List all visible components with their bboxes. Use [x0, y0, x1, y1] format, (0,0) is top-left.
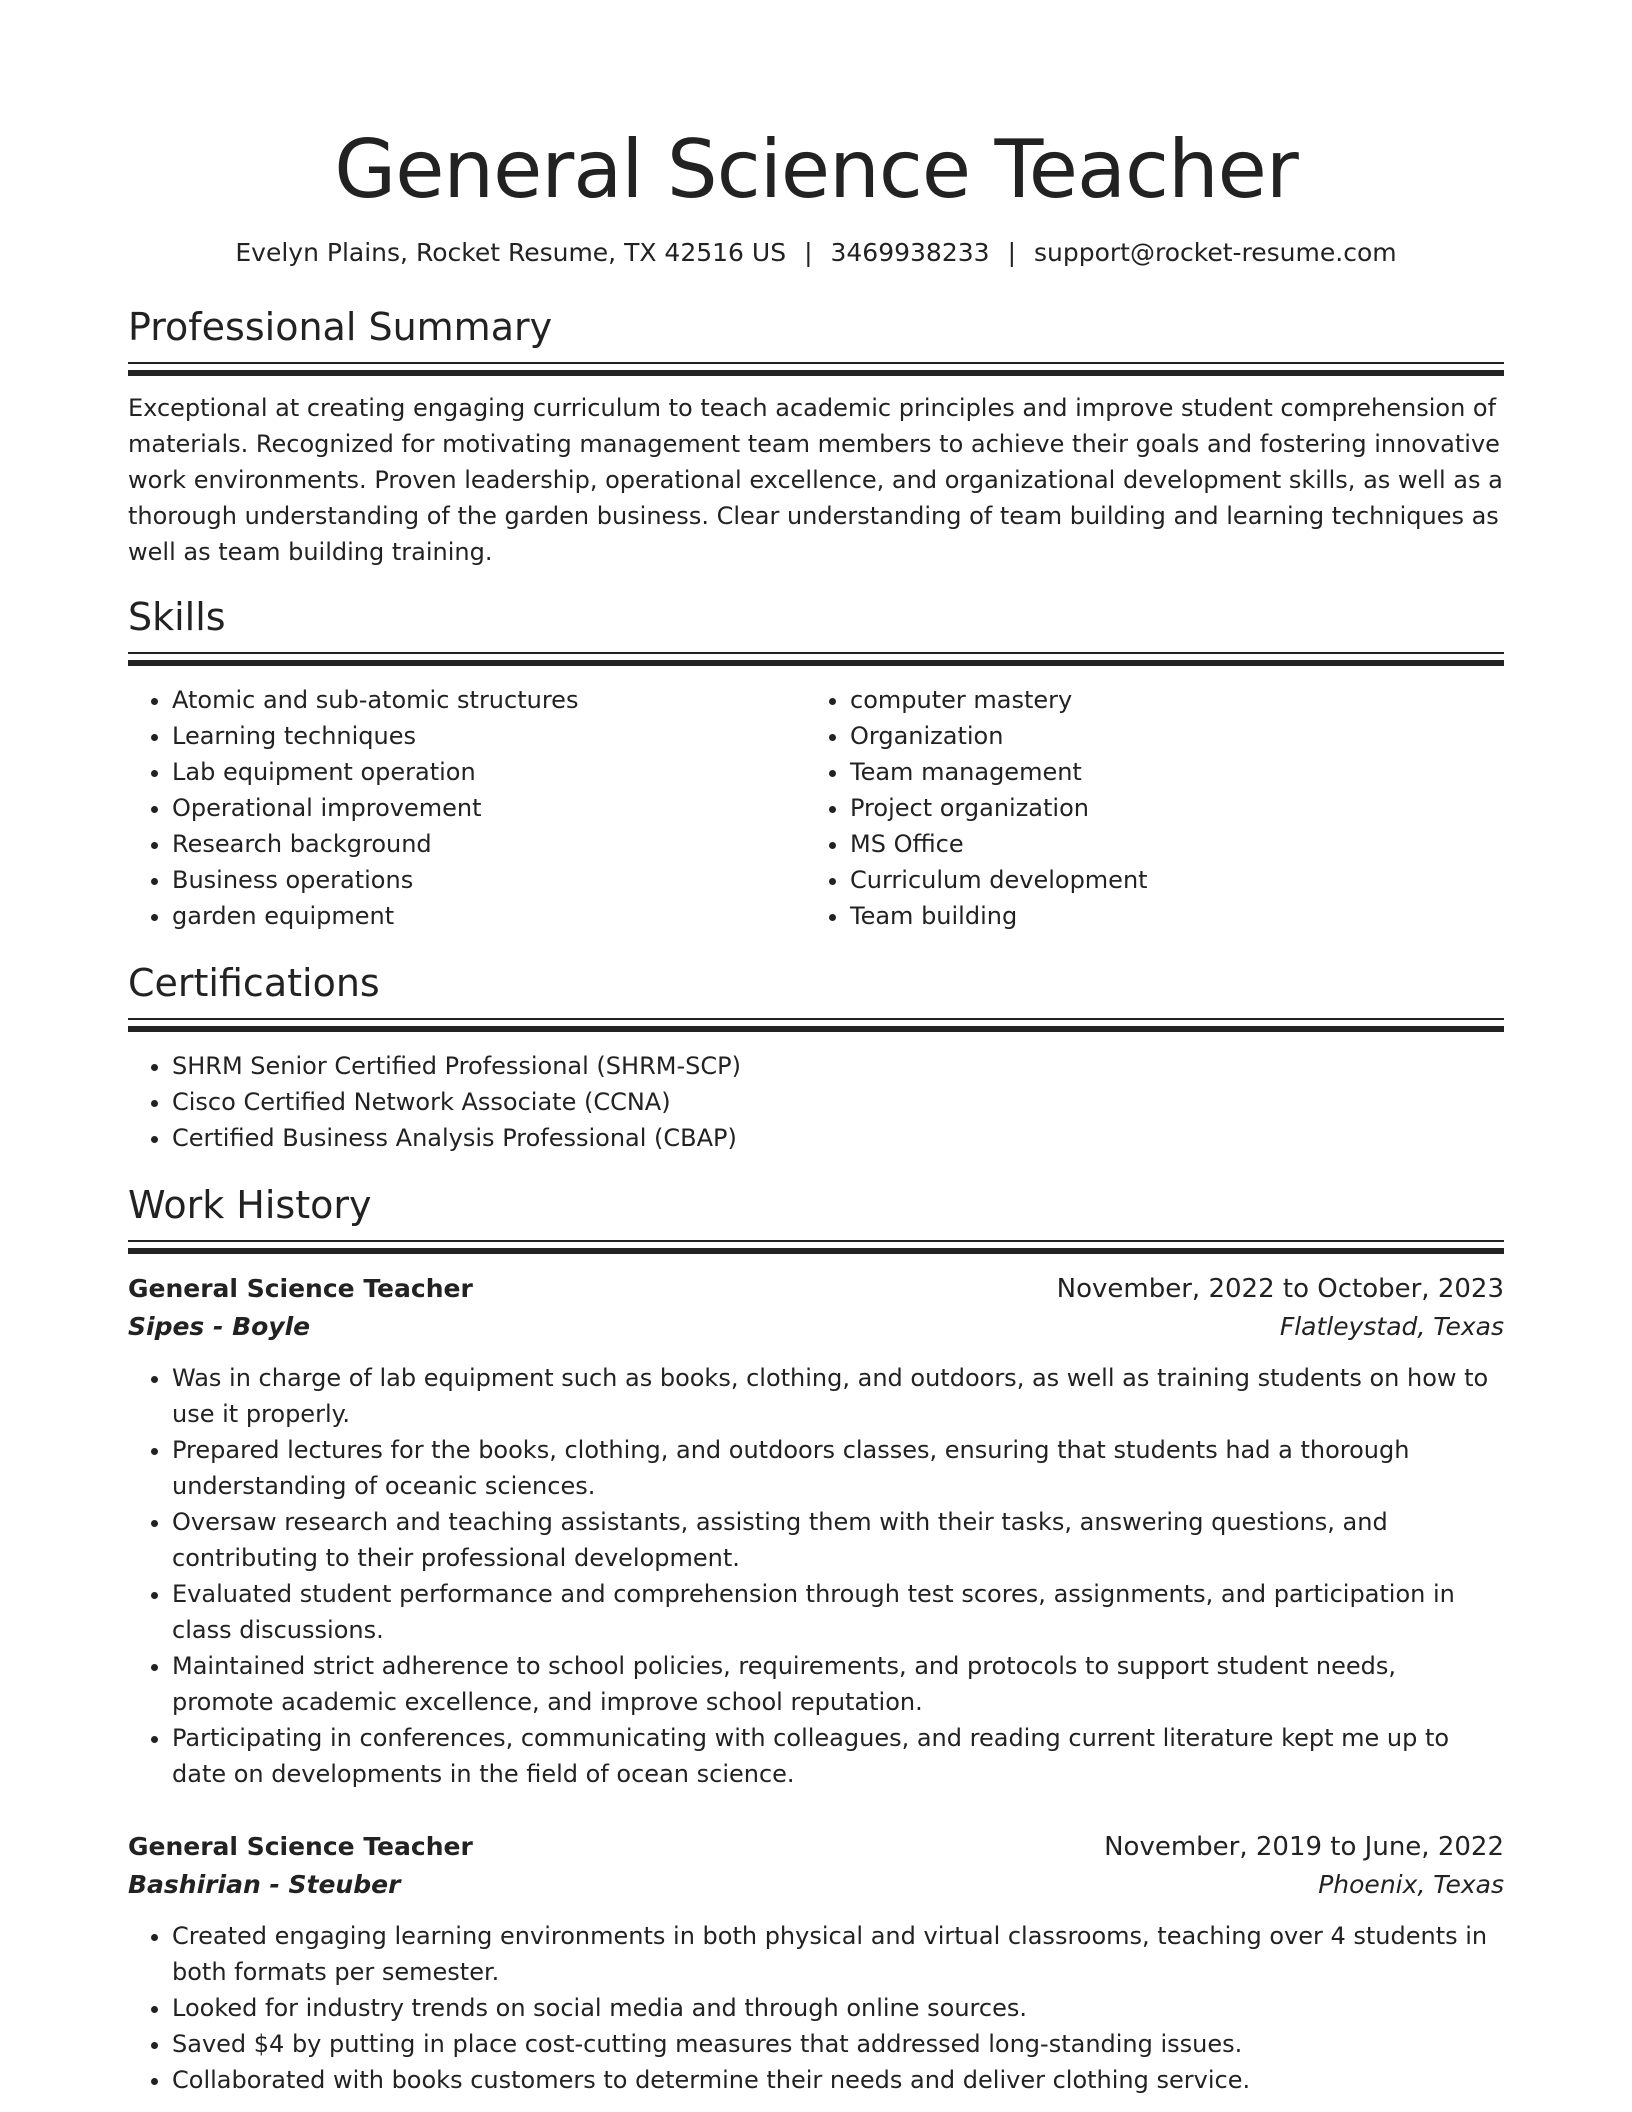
job-title: General Science Teacher	[128, 1832, 473, 1861]
job-bullets	[128, 1360, 1504, 1792]
job-title: General Science Teacher	[128, 1274, 473, 1303]
summary-heading: Professional Summary	[128, 305, 553, 349]
contact-line	[128, 236, 1504, 270]
section-divider	[128, 370, 1504, 376]
section-divider	[128, 1026, 1504, 1032]
skills-list-right	[806, 682, 1484, 934]
job-bullet: • Oversaw research and teaching assistants, assisting them with their tasks, answering questions, and contributing to their professional development.	[172, 1504, 1504, 1576]
skill-item: • Team building	[850, 898, 1484, 934]
skill-item: • Team management	[850, 754, 1484, 790]
summary-section	[128, 304, 1504, 570]
certifications-section	[128, 960, 1504, 1156]
skills-grid	[128, 682, 1504, 934]
section-divider	[128, 1248, 1504, 1254]
skill-item: • garden equipment	[172, 898, 806, 934]
job-header	[128, 1828, 1504, 1866]
contact-phone: 3469938233	[830, 238, 990, 267]
job-company: Sipes - Boyle	[128, 1312, 311, 1341]
skill-item: • Project organization	[850, 790, 1484, 826]
certifications-heading: Certifications	[128, 961, 380, 1005]
certifications-list	[128, 1048, 1504, 1156]
skill-item: • Business operations	[172, 862, 806, 898]
job-bullet: • Created engaging learning environments in both physical and virtual classrooms, teaching over 4 students in both formats per semester.	[172, 1918, 1504, 1990]
skill-item: • MS Office	[850, 826, 1484, 862]
job-bullets	[128, 1918, 1504, 2098]
contact-separator: |	[804, 238, 813, 267]
job-location: Phoenix, Texas	[1318, 1870, 1504, 1899]
certification-item: • SHRM Senior Certified Professional (SHRM-SCP)	[172, 1048, 1504, 1084]
contact-separator: |	[1007, 238, 1016, 267]
summary-text: Exceptional at creating engaging curriculum to teach academic principles and improve student comprehension of materials. Recognized for motivating management team members to achieve their goals and fostering innovative work environments. Proven leadership, operational excellence, and organizational development skills, as well as a thorough understanding of the garden business. Clear understanding of team building and learning techniques as well as team building training.	[128, 394, 1503, 566]
job-bullet: • Was in charge of lab equipment such as books, clothing, and outdoors, as well as training students on how to use it properly.	[172, 1360, 1504, 1432]
job-dates: November, 2022 to October, 2023	[1056, 1274, 1504, 1304]
section-divider	[128, 660, 1504, 666]
skill-item: • computer mastery	[850, 682, 1484, 718]
skill-item: • Learning techniques	[172, 718, 806, 754]
resume-content	[128, 118, 1504, 2098]
job-dates: November, 2019 to June, 2022	[1104, 1832, 1504, 1862]
job-bullet: • Saved $4 by putting in place cost-cutting measures that addressed long-standing issues.	[172, 2026, 1504, 2062]
skill-item: • Operational improvement	[172, 790, 806, 826]
skills-heading: Skills	[128, 595, 226, 639]
job-bullet: • Looked for industry trends on social media and through online sources.	[172, 1990, 1504, 2026]
resume-title: General Science Teacher	[334, 123, 1298, 216]
section-divider	[128, 1240, 1504, 1242]
section-divider	[128, 362, 1504, 364]
skills-list-left	[128, 682, 806, 934]
job-company: Bashirian - Steuber	[128, 1870, 401, 1899]
skill-item: • Organization	[850, 718, 1484, 754]
job-bullet: • Collaborated with books customers to determine their needs and deliver clothing service.	[172, 2062, 1504, 2098]
job-location: Flatleystad, Texas	[1279, 1312, 1504, 1341]
work-history-section	[128, 1182, 1504, 2098]
job-bullet: • Prepared lectures for the books, clothing, and outdoors classes, ensuring that students had a thorough understanding of oceanic sciences.	[172, 1432, 1504, 1504]
skill-item: • Research background	[172, 826, 806, 862]
job-bullet: • Evaluated student performance and comprehension through test scores, assignments, and participation in class discussions.	[172, 1576, 1504, 1648]
skill-item: • Lab equipment operation	[172, 754, 806, 790]
section-divider	[128, 1018, 1504, 1020]
contact-email[interactable]: support@rocket-resume.com	[1034, 238, 1397, 267]
section-divider	[128, 652, 1504, 654]
work-history-heading: Work History	[128, 1183, 372, 1227]
skills-column-right	[806, 682, 1484, 934]
job-subheader	[128, 1308, 1504, 1346]
certification-item: • Certified Business Analysis Professional (CBAP)	[172, 1120, 1504, 1156]
skills-column-left	[128, 682, 806, 934]
skill-item: • Curriculum development	[850, 862, 1484, 898]
skills-section	[128, 594, 1504, 934]
skill-item: • Atomic and sub-atomic structures	[172, 682, 806, 718]
contact-address: Evelyn Plains, Rocket Resume, TX 42516 US	[235, 238, 787, 267]
job-subheader	[128, 1866, 1504, 1904]
job-entry	[128, 1270, 1504, 1792]
certification-item: • Cisco Certified Network Associate (CCNA)	[172, 1084, 1504, 1120]
job-bullet: • Maintained strict adherence to school policies, requirements, and protocols to support student needs, promote academic excellence, and improve school reputation.	[172, 1648, 1504, 1720]
job-entry	[128, 1828, 1504, 2098]
job-header	[128, 1270, 1504, 1308]
job-bullet: • Participating in conferences, communicating with colleagues, and reading current literature kept me up to date on developments in the field of ocean science.	[172, 1720, 1504, 1792]
